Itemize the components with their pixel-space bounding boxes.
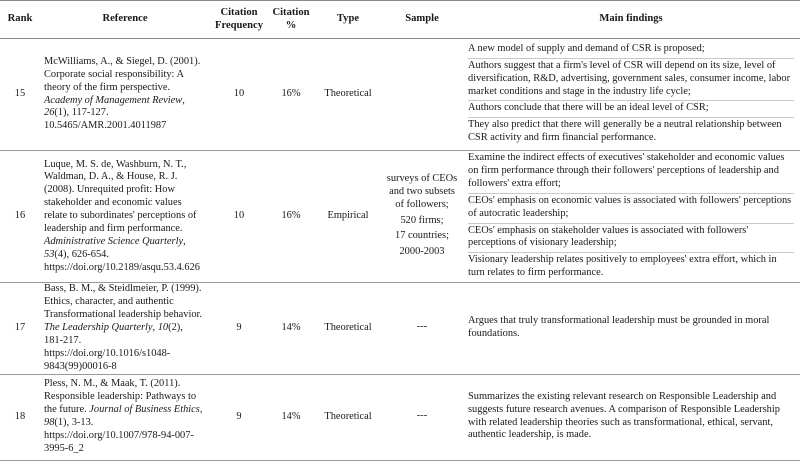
finding-item: CEOs' emphasis on economic values is associated with followers' perceptions of autocratic leadership; — [468, 194, 794, 224]
reference-separator: , — [183, 235, 186, 247]
reference-details: (1), 3-13. https://doi.org/10.1007/978-94-007-3995-6_2 — [44, 417, 194, 454]
findings-cell — [462, 283, 800, 374]
finding-item: Authors suggest that a firm's level of CSR will depend on its size, level of diversification, R&D, advertising, government sales, consumer income, labor market conditions and stage in the industry life cycle; — [468, 59, 794, 102]
sample-item: surveys of CEOs and two subsets of followers; — [386, 172, 458, 210]
journal-name: The Leadership Quarterly — [44, 321, 153, 333]
sample-cell — [382, 39, 462, 151]
header-rank: Rank — [7, 13, 33, 25]
reference-cell — [40, 151, 210, 283]
reference-details: (4), 626-654. https://doi.org/10.2189/asqu.53.4.626 — [44, 248, 200, 273]
reference-text: Pless, N. M., & Maak, T. (2011). Responsible leadership: Pathways to the future. — [44, 378, 197, 416]
citation-frequency-cell: 10 — [233, 210, 245, 222]
journal-volume: 98 — [44, 417, 55, 428]
reference-cell — [40, 39, 210, 151]
reference-cell — [40, 374, 210, 460]
table-row — [0, 374, 800, 460]
header-reference: Reference — [102, 13, 148, 25]
citation-percent-cell: 14% — [281, 321, 301, 333]
rank-cell: 15 — [14, 88, 26, 100]
findings-cell — [462, 39, 800, 151]
finding-item: Summarizes the existing relevant research on Responsible Leadership and suggests future research avenues. A comparison of Responsible Leadership with related leadership theories such as transformational, ethical, servant, authentic leadership, is made. — [468, 390, 780, 441]
header-sample: Sample — [405, 13, 439, 25]
rank-cell: 18 — [14, 410, 26, 422]
citation-percent-cell: 16% — [281, 210, 301, 222]
journal-volume: 10 — [157, 321, 169, 333]
reference-separator: , — [152, 321, 158, 333]
type-cell: Empirical — [327, 210, 369, 222]
type-cell: Theoretical — [324, 88, 372, 100]
sample-item: 17 countries; — [395, 230, 449, 242]
header-citation-percent: Citation % — [272, 6, 310, 31]
header-citation-frequency: Citation Frequency — [214, 6, 264, 31]
type-cell: Theoretical — [324, 410, 372, 422]
header-main-findings: Main findings — [599, 13, 663, 25]
sample-cell — [382, 283, 462, 374]
citation-frequency-cell: 10 — [233, 88, 245, 100]
journal-volume: 26 — [44, 107, 55, 119]
finding-item: CEOs' emphasis on stakeholder values is associated with followers' perceptions of visionary leadership; — [468, 224, 794, 254]
reference-separator: , — [199, 404, 203, 416]
reference-text: Luque, M. S. de, Washburn, N. T., Waldman, D. A., & House, R. J. (2008). Unrequited profit: How stakeholder and economic values relate to subordinates' perceptions of leadership and firm performance. — [44, 158, 197, 235]
sample-item: --- — [416, 321, 428, 333]
table-row — [0, 151, 800, 283]
journal-name: Academy of Management Review — [44, 94, 183, 106]
header-row — [0, 1, 800, 39]
sample-cell — [382, 374, 462, 460]
finding-item: Authors conclude that there will be an ideal level of CSR; — [468, 101, 794, 118]
finding-item: Visionary leadership relates positively to employees' extra effort, which in turn relates to firm performance. — [468, 254, 777, 279]
findings-cell — [462, 151, 800, 283]
header-type: Type — [336, 13, 360, 25]
journal-volume: 53 — [44, 248, 55, 260]
finding-item: They also predict that there will generally be a neutral relationship between CSR activity and firm financial performance. — [468, 119, 782, 144]
citation-percent-cell: 14% — [281, 410, 301, 422]
journal-name: Administrative Science Quarterly — [44, 235, 184, 247]
sample-item: 2000-2003 — [399, 246, 445, 258]
sample-cell — [382, 151, 462, 283]
rank-cell: 16 — [14, 210, 26, 222]
table-row — [0, 39, 800, 151]
findings-cell — [462, 374, 800, 460]
finding-item: Examine the indirect effects of executives' stakeholder and economic values on firm performance through their followers' perceptions of leadership and followers' extra effort; — [468, 151, 794, 194]
sample-item: --- — [416, 410, 428, 422]
sample-item: 520 firms; — [400, 214, 444, 226]
journal-name: Journal of Business Ethics — [89, 404, 200, 416]
finding-item: Argues that truly transformational leadership must be grounded in moral foundations. — [468, 314, 770, 339]
reference-cell — [40, 283, 210, 374]
reference-details: (2), 181-217. https://doi.org/10.1016/s1048-9843(99)00016-8 — [44, 321, 183, 372]
citation-frequency-cell: 9 — [236, 410, 242, 422]
reference-details: (1), 117-127. 10.5465/AMR.2001.4011987 — [44, 107, 167, 132]
table-row — [0, 283, 800, 374]
type-cell: Theoretical — [324, 321, 372, 333]
citation-percent-cell: 16% — [281, 88, 301, 100]
reference-separator: , — [182, 94, 185, 106]
rank-cell: 17 — [14, 321, 26, 333]
reference-text: McWilliams, A., & Siegel, D. (2001). Corporate social responsibility: A theory of the firm perspective. — [44, 55, 201, 93]
citation-frequency-cell: 9 — [236, 321, 242, 333]
finding-item: A new model of supply and demand of CSR is proposed; — [468, 42, 794, 59]
reference-text: Bass, B. M., & Steidlmeier, P. (1999). Ethics, character, and authentic Transformational leadership behavior. — [44, 283, 203, 320]
